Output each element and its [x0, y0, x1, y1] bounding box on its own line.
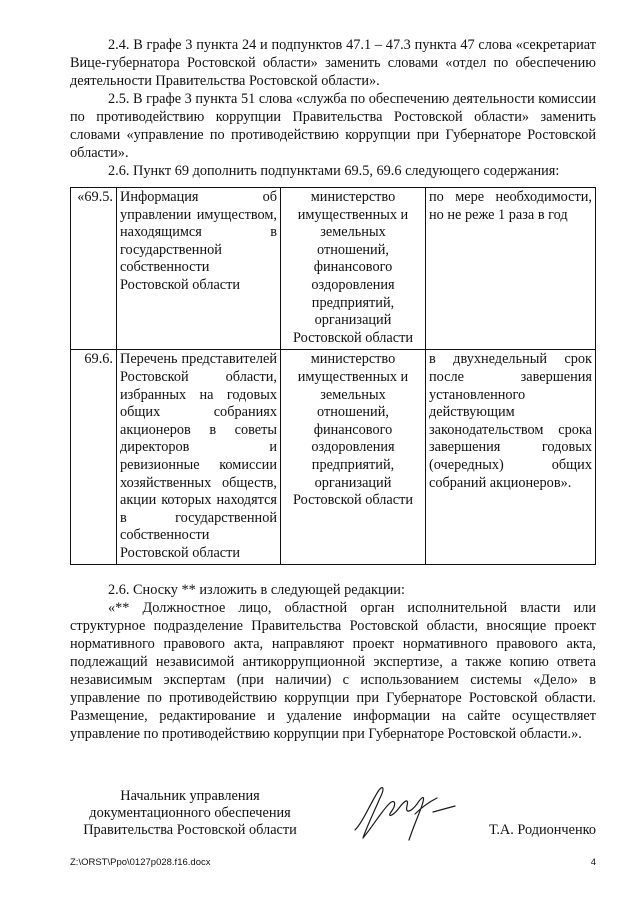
signatory-name: Т.А. Родионченко	[489, 822, 596, 838]
row-responsible-organ: министерство имущественных и земельных отношений, финансового оздоровления предприятий, организаций Ростовской области	[281, 188, 426, 350]
signatory-title	[70, 788, 310, 839]
paragraph-2-4: 2.4. В графе 3 пункта 24 и подпунктов 47.1 – 47.3 пункта 47 слова «секретариат Вице-губернатора Ростовской области» заменить словами «отдел по обеспечению деятельности Правительства Ростовской области».	[70, 37, 596, 89]
handwritten-signature	[349, 782, 459, 844]
signatory-title-line: Правительства Ростовской области	[83, 822, 297, 838]
row-number: 69.6.	[71, 350, 117, 565]
file-path: Z:\ORST\Ppo\0127p028.f16.docx	[70, 857, 211, 868]
paragraph-footnote-text: «** Должностное лицо, областной орган исполнительной власти или структурное подразделение Правительства Ростовской области, вносящие проект нормативного правового акта, направляют проект нормативного правового акта, подлежащий независимой антикоррупционной экспертизе, а также копию ответа независимым экспертам (при наличии) с использованием системы «Дело» в управление по противодействию коррупции при Губернаторе Ростовской области. Размещение, редактирование и удаление информации на сайте осуществляет управление по противодействию коррупции при Губернаторе Ростовской области.».	[70, 600, 596, 743]
page-footer	[70, 857, 596, 868]
paragraph-footnote-intro: 2.6. Сноску ** изложить в следующей редакции:	[108, 582, 405, 599]
page-number: 4	[590, 857, 596, 868]
paragraph-2-5: 2.5. В графе 3 пункта 51 слова «служба по обеспечению деятельности комиссии по противодействию коррупции Правительства Ростовской области» заменить словами «управление по противодействию коррупции при Губернаторе Ростовской области».	[70, 91, 596, 161]
amendment-table	[70, 187, 596, 565]
signature-block	[70, 788, 596, 848]
table-row	[71, 188, 596, 350]
row-information: Перечень представителей Ростовской области, избранных на годовых общих собраниях акционеров в советы директоров и ревизионные комиссии хозяйственных обществ, акции которых находятся в государственной собственности Ростовской области	[117, 350, 281, 565]
row-deadline: по мере необходимости, но не реже 1 раза в год	[426, 188, 596, 350]
paragraph-2-6-intro: 2.6. Пункт 69 дополнить подпунктами 69.5, 69.6 следующего содержания:	[108, 163, 560, 179]
signatory-title-line: Начальник управления	[120, 788, 260, 804]
signatory-title-line: документационного обеспечения	[89, 805, 291, 821]
row-information: Информация об управлении имуществом, находящимся в государственной собственности Ростовской области	[117, 188, 281, 350]
row-responsible-organ: министерство имущественных и земельных отношений, финансового оздоровления предприятий, организаций Ростовской области	[281, 350, 426, 565]
row-number: «69.5.	[71, 188, 117, 350]
table-row	[71, 350, 596, 565]
footnote-section	[70, 581, 596, 743]
row-deadline: в двухнедельный срок после завершения установленного действующим законодательством срока завершения годовых (очередных) общих собраний акционеров».	[426, 350, 596, 565]
document-body	[70, 36, 596, 743]
